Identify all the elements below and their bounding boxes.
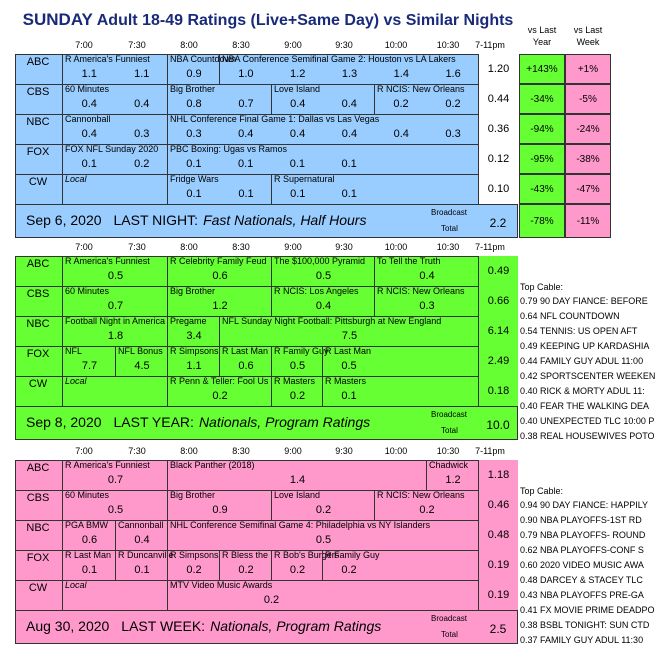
program-name: Cannonball: [118, 520, 164, 530]
program-name: Fridge Wars: [170, 174, 219, 184]
program-rating: 0.9: [212, 504, 228, 516]
program-cell: [62, 490, 167, 520]
time-header: 8:30: [232, 40, 250, 50]
program-name: 60 Minutes: [65, 84, 110, 94]
program-name: R Family Guy: [325, 550, 380, 560]
program-cell: [271, 550, 340, 580]
time-header: 7:00: [75, 40, 93, 50]
program-rating: 0.2: [186, 564, 202, 576]
program-name: R America's Funniest: [65, 460, 150, 470]
network-label: ABC: [26, 462, 50, 474]
time-header: 9:30: [335, 242, 353, 252]
program-name: R Simpsons: [170, 346, 219, 356]
program-cell: [167, 114, 478, 144]
program-rating: 1.4: [393, 68, 409, 80]
program-rating: 0.4: [419, 270, 435, 282]
time-header: 7:00: [75, 242, 93, 252]
program-rating: 0.7: [107, 300, 124, 312]
program-rating: 0.4: [134, 534, 150, 546]
program-rating: 1.1: [186, 360, 202, 372]
vs-last-year-value: -34%: [519, 84, 565, 114]
program-cell: [426, 460, 478, 490]
program-rating: 0.2: [393, 98, 409, 110]
program-rating: 0.2: [212, 390, 228, 402]
top-cable-item: 0.79 NBA PLAYOFFS- ROUND: [520, 530, 646, 540]
footer-divider: [15, 610, 518, 611]
top-cable-item: 0.42 SPORTSCENTER WEEKEN: [520, 371, 656, 381]
program-name: R Simpsons: [170, 550, 219, 560]
program-cell: [167, 144, 374, 174]
program-name: Chadwick: [429, 460, 469, 470]
program-name: Black Panther (2018): [170, 460, 255, 470]
program-name: To Tell the Truth: [377, 256, 441, 266]
vs-last-year-total: -78%: [519, 204, 565, 238]
program-name: PBC Boxing: Ugas vs Ramos: [170, 144, 288, 154]
program-name: Love Island: [274, 84, 321, 94]
title-rest: Adult 18-49 Ratings (Live+Same Day) vs Similar Nights: [96, 12, 514, 29]
program-rating: 0.3: [419, 300, 435, 312]
program-name: Local: [65, 580, 87, 590]
program-cell: [62, 550, 115, 580]
program-rating: 0.4: [238, 128, 254, 140]
top-cable-item: 0.40 RICK & MORTY ADUL 11:: [520, 386, 645, 396]
program-rating: 0.1: [81, 158, 97, 170]
program-cell: [167, 346, 219, 376]
program-cell: [167, 256, 271, 286]
time-header: 7-11pm: [475, 242, 505, 252]
program-name: R Masters: [274, 376, 316, 386]
network-total: 0.19: [478, 580, 518, 610]
program-name: R America's Funniest: [65, 54, 150, 64]
program-rating: 7.5: [341, 330, 358, 342]
program-cell: [62, 520, 115, 550]
network-label: CBS: [26, 86, 50, 98]
program-rating: 1.6: [445, 68, 461, 80]
program-rating: 0.6: [238, 360, 254, 372]
program-cell: [167, 490, 271, 520]
program-name: NHL Conference Final Game 1: Dallas vs Las Vegas: [170, 114, 380, 124]
time-header: 10:30: [436, 40, 460, 50]
time-header: 7-11pm: [475, 446, 505, 456]
program-name: NHL Conference Semifinal Game 4: Philadelphia vs NY Islanders: [170, 520, 431, 530]
vs-last-week-value: -38%: [565, 144, 611, 174]
program-rating: 0.5: [289, 360, 306, 372]
broadcast-label: Broadcast: [431, 208, 468, 217]
program-cell: [271, 286, 374, 316]
time-header: 7:30: [128, 446, 146, 456]
time-header: 7-11pm: [475, 40, 505, 50]
network-total: 0.12: [478, 144, 518, 174]
program-name: R NCIS: New Orleans: [377, 84, 465, 94]
broadcast-total: 2.5: [489, 622, 507, 636]
program-rating: 0.4: [315, 300, 332, 312]
time-header: 9:00: [284, 446, 302, 456]
program-rating: 1.4: [289, 474, 306, 486]
section-footer: [26, 414, 370, 430]
program-cell: [167, 174, 271, 204]
program-rating: 0.1: [290, 188, 306, 200]
program-cell: [219, 54, 478, 84]
program-rating: 0.9: [186, 68, 202, 80]
network-total: 0.66: [478, 286, 518, 316]
vs-last-week-header: vs Last Week: [573, 25, 603, 47]
top-cable-item: 0.62 NBA PLAYOFFS-CONF S: [520, 545, 644, 555]
footer-desc: Nationals, Program Ratings: [198, 414, 371, 430]
time-header: 10:00: [384, 242, 408, 252]
top-cable-item: 0.43 NBA PLAYOFFS PRE-GA: [520, 590, 644, 600]
program-rating: 0.2: [445, 98, 461, 110]
top-cable-item: 0.90 NBA PLAYOFFS-1ST RD: [520, 515, 642, 525]
network-total: 0.49: [478, 256, 518, 286]
program-cell: [271, 346, 329, 376]
top-cable-item: 0.44 FAMILY GUY ADUL 11:00: [520, 356, 644, 366]
program-rating: 1.0: [238, 68, 254, 80]
program-cell: [62, 580, 167, 610]
footer-date: Aug 30, 2020: [26, 618, 110, 634]
program-rating: 0.7: [107, 474, 124, 486]
program-rating: 0.4: [341, 98, 357, 110]
top-cable-item: 0.48 DARCEY & STACEY TLC: [520, 575, 643, 585]
program-rating: 0.3: [134, 128, 150, 140]
program-cell: [167, 84, 271, 114]
program-name: NFL Bonus: [118, 346, 163, 356]
program-name: MTV Video Music Awards: [170, 580, 273, 590]
program-rating: 0.1: [134, 564, 150, 576]
program-name: Big Brother: [170, 286, 216, 296]
broadcast-total: 10.0: [486, 418, 510, 432]
program-cell: [167, 376, 271, 406]
network-label: CW: [28, 378, 48, 390]
program-rating: 1.2: [212, 300, 228, 312]
section-footer: [26, 618, 381, 634]
vs-last-week-value: -5%: [565, 84, 611, 114]
program-cell: [115, 346, 167, 376]
vs-last-week-value: -24%: [565, 114, 611, 144]
program-name: Cannonball: [65, 114, 111, 124]
program-name: NBA Conference Semifinal Game 2: Houston vs LA Lakers: [222, 54, 456, 64]
broadcast-label: Broadcast: [431, 614, 468, 623]
footer-date: Sep 8, 2020: [26, 414, 102, 430]
program-cell: [271, 490, 374, 520]
time-header: 8:00: [180, 446, 198, 456]
program-rating: 0.2: [263, 594, 280, 606]
program-rating: 0.5: [107, 504, 124, 516]
program-rating: 0.1: [186, 158, 202, 170]
network-label: NBC: [26, 522, 50, 534]
program-cell: [115, 520, 167, 550]
footer-label: LAST YEAR:: [113, 414, 194, 430]
vs-last-year-value: -43%: [519, 174, 565, 204]
program-name: R Bless the: [222, 550, 269, 560]
network-label: FOX: [26, 552, 50, 564]
title-day: SUNDAY: [22, 10, 93, 29]
time-header: 9:00: [284, 242, 302, 252]
vs-last-year-header: vs Last Year: [527, 25, 557, 47]
top-cable-item: 0.37 FAMILY GUY ADUL 11:30: [520, 635, 644, 645]
network-label: CW: [28, 176, 48, 188]
program-rating: 3.4: [186, 330, 202, 342]
program-cell: [167, 550, 219, 580]
program-rating: 1.2: [290, 68, 306, 80]
program-rating: 0.4: [341, 128, 358, 140]
time-header: 8:00: [180, 40, 198, 50]
program-cell: [219, 550, 271, 580]
time-header: 10:00: [384, 446, 408, 456]
time-header: 10:30: [436, 446, 460, 456]
program-rating: 0.2: [289, 390, 306, 402]
network-total: 0.18: [478, 376, 518, 406]
program-rating: 0.1: [289, 158, 306, 170]
program-name: Big Brother: [170, 490, 216, 500]
program-rating: 1.3: [341, 68, 358, 80]
program-name: R NCIS: New Orleans: [377, 286, 465, 296]
vs-last-year-value: -95%: [519, 144, 565, 174]
footer-divider: [15, 406, 518, 407]
network-label: CW: [28, 582, 48, 594]
program-cell: [62, 346, 115, 376]
program-name: FOX NFL Sunday 2020: [65, 144, 159, 154]
program-rating: 0.2: [134, 158, 150, 170]
program-name: NFL Sunday Night Football: Pittsburgh at New England: [222, 316, 442, 326]
program-rating: 1.1: [81, 68, 97, 80]
time-header: 9:30: [335, 40, 353, 50]
program-name: The $100,000 Pyramid: [274, 256, 366, 266]
top-cable-item: 0.60 2020 VIDEO MUSIC AWA: [520, 560, 644, 570]
program-rating: 7.7: [81, 360, 98, 372]
program-cell: [271, 256, 374, 286]
program-rating: 0.7: [238, 98, 254, 110]
network-label: CBS: [26, 288, 50, 300]
program-name: R Last Man: [222, 346, 269, 356]
program-rating: 0.5: [107, 270, 124, 282]
program-rating: 0.4: [81, 128, 97, 140]
program-rating: 0.1: [238, 188, 254, 200]
broadcast-total: 2.2: [489, 216, 507, 230]
top-cable-title: Top Cable:: [520, 282, 564, 292]
program-cell: [167, 460, 426, 490]
program-name: R NCIS: New Orleans: [377, 490, 465, 500]
program-cell: [271, 376, 322, 406]
program-rating: 0.1: [237, 158, 254, 170]
top-cable-item: 0.94 90 DAY FIANCE: HAPPILY: [520, 500, 649, 510]
vs-last-week-value: +1%: [565, 54, 611, 84]
program-cell: [219, 346, 271, 376]
program-cell: [62, 54, 167, 84]
program-name: R Last Man: [65, 550, 112, 560]
program-name: R Supernatural: [274, 174, 335, 184]
time-header: 9:30: [335, 446, 353, 456]
program-name: R Last Man: [325, 346, 372, 356]
network-total: 1.20: [478, 54, 518, 84]
program-rating: 0.4: [81, 98, 97, 110]
program-name: R Bob's Burgers: [274, 550, 340, 560]
top-cable-item: 0.38 REAL HOUSEWIVES POTO: [520, 431, 655, 441]
network-total: 0.46: [478, 490, 518, 520]
network-label: FOX: [26, 146, 50, 158]
program-cell: [62, 286, 167, 316]
vs-last-week-value: -47%: [565, 174, 611, 204]
network-label: ABC: [26, 56, 50, 68]
program-name: R Masters: [325, 376, 367, 386]
program-cell: [167, 520, 478, 550]
program-cell: [271, 174, 374, 204]
network-label: NBC: [26, 116, 50, 128]
program-name: Big Brother: [170, 84, 216, 94]
program-rating: 1.2: [445, 474, 461, 486]
program-rating: 0.2: [238, 564, 254, 576]
program-rating: 0.8: [186, 98, 202, 110]
time-header: 7:00: [75, 446, 93, 456]
program-cell: [167, 286, 271, 316]
time-header: 7:30: [128, 242, 146, 252]
program-cell: [62, 174, 167, 204]
program-cell: [374, 490, 478, 520]
top-cable-item: 0.38 BSBL TONIGHT: SUN CTD: [520, 620, 650, 630]
program-rating: 0.4: [290, 98, 306, 110]
total-label: Total: [441, 630, 458, 639]
program-cell: [271, 84, 374, 114]
network-total: 2.49: [478, 346, 518, 376]
program-name: 60 Minutes: [65, 286, 110, 296]
program-rating: 0.6: [212, 270, 228, 282]
program-rating: 0.4: [289, 128, 306, 140]
footer-divider: [15, 204, 518, 205]
time-header: 8:30: [232, 446, 250, 456]
network-total: 0.36: [478, 114, 518, 144]
program-rating: 0.3: [445, 128, 461, 140]
program-cell: [167, 316, 219, 346]
top-cable-item: 0.54 TENNIS: US OPEN AFT: [520, 326, 638, 336]
network-total: 6.14: [478, 316, 518, 346]
program-rating: 0.6: [81, 534, 98, 546]
program-rating: 0.1: [81, 564, 98, 576]
program-cell: [167, 54, 237, 84]
page-title: [0, 10, 536, 30]
program-name: R NCIS: Los Angeles: [274, 286, 359, 296]
footer-desc: Nationals, Program Ratings: [210, 618, 382, 634]
program-rating: 0.2: [289, 564, 306, 576]
program-name: 60 Minutes: [65, 490, 110, 500]
footer-label: LAST NIGHT:: [113, 212, 199, 228]
network-label: NBC: [26, 318, 50, 330]
time-header: 7:30: [128, 40, 146, 50]
program-cell: [62, 114, 167, 144]
network-total: 0.19: [478, 550, 518, 580]
network-total: 0.10: [478, 174, 518, 204]
vs-last-year-value: +143%: [519, 54, 565, 84]
program-rating: 0.4: [393, 128, 409, 140]
program-rating: 0.1: [341, 188, 357, 200]
network-label: FOX: [26, 348, 50, 360]
time-header: 9:00: [284, 40, 302, 50]
program-cell: [62, 84, 167, 114]
program-name: R America's Funniest: [65, 256, 150, 266]
time-header: 10:00: [384, 40, 408, 50]
network-total: 0.48: [478, 520, 518, 550]
program-name: Football Night in America: [65, 316, 166, 326]
program-rating: 0.1: [341, 158, 357, 170]
top-cable-item: 0.40 FEAR THE WALKING DEA: [520, 401, 650, 411]
program-rating: 0.3: [186, 128, 202, 140]
program-name: R Penn & Teller: Fool Us: [170, 376, 269, 386]
vs-last-week-total: -11%: [565, 204, 611, 238]
program-rating: 0.2: [341, 564, 357, 576]
top-cable-title: Top Cable:: [520, 486, 564, 496]
program-cell: [115, 550, 174, 580]
program-name: Local: [65, 174, 87, 184]
program-name: R Celebrity Family Feud: [170, 256, 267, 266]
program-rating: 0.5: [315, 534, 332, 546]
network-total: 1.18: [478, 460, 518, 490]
program-rating: 1.8: [107, 330, 124, 342]
program-cell: [62, 256, 167, 286]
program-rating: 0.1: [341, 390, 357, 402]
program-cell: [62, 376, 167, 406]
program-rating: 0.2: [315, 504, 332, 516]
program-rating: 0.1: [186, 188, 202, 200]
network-total: 0.44: [478, 84, 518, 114]
network-label: ABC: [26, 258, 50, 270]
program-rating: 1.1: [134, 68, 150, 80]
program-cell: [62, 460, 167, 490]
top-cable-item: 0.79 90 DAY FIANCE: BEFORE: [520, 296, 648, 306]
program-cell: [322, 346, 374, 376]
top-cable-item: 0.49 KEEPING UP KARDASHIA: [520, 341, 650, 351]
program-cell: [62, 316, 167, 346]
program-name: PGA BMW: [65, 520, 109, 530]
program-rating: 0.5: [341, 360, 357, 372]
program-cell: [322, 550, 380, 580]
program-name: R Duncanville: [118, 550, 174, 560]
time-header: 10:30: [436, 242, 460, 252]
vs-last-year-value: -94%: [519, 114, 565, 144]
program-name: R Family Guy: [274, 346, 329, 356]
top-cable-item: 0.64 NFL COUNTDOWN: [520, 311, 620, 321]
program-cell: [322, 376, 374, 406]
broadcast-label: Broadcast: [431, 410, 468, 419]
top-cable-item: 0.41 FX MOVIE PRIME DEADPO: [520, 605, 655, 615]
program-name: NFL: [65, 346, 83, 356]
program-name: NBA Countdown: [170, 54, 237, 64]
footer-date: Sep 6, 2020: [26, 212, 102, 228]
footer-desc: Fast Nationals, Half Hours: [203, 212, 367, 228]
program-rating: 0.5: [315, 270, 332, 282]
time-header: 8:00: [180, 242, 198, 252]
program-rating: 4.5: [134, 360, 150, 372]
program-name: Pregame: [170, 316, 207, 326]
program-cell: [167, 580, 374, 610]
program-name: Local: [65, 376, 87, 386]
program-cell: [374, 84, 478, 114]
total-label: Total: [441, 426, 458, 435]
total-label: Total: [441, 224, 458, 233]
program-cell: [219, 316, 478, 346]
footer-label: LAST WEEK:: [121, 618, 206, 634]
section-footer: [26, 212, 366, 228]
top-cable-item: 0.40 UNEXPECTED TLC 10:00 P: [520, 416, 655, 426]
time-header: 8:30: [232, 242, 250, 252]
program-name: Love Island: [274, 490, 321, 500]
program-rating: 0.2: [419, 504, 435, 516]
program-rating: 0.4: [134, 98, 150, 110]
program-cell: [62, 144, 167, 174]
program-cell: [374, 286, 478, 316]
network-label: CBS: [26, 492, 50, 504]
program-cell: [374, 256, 478, 286]
